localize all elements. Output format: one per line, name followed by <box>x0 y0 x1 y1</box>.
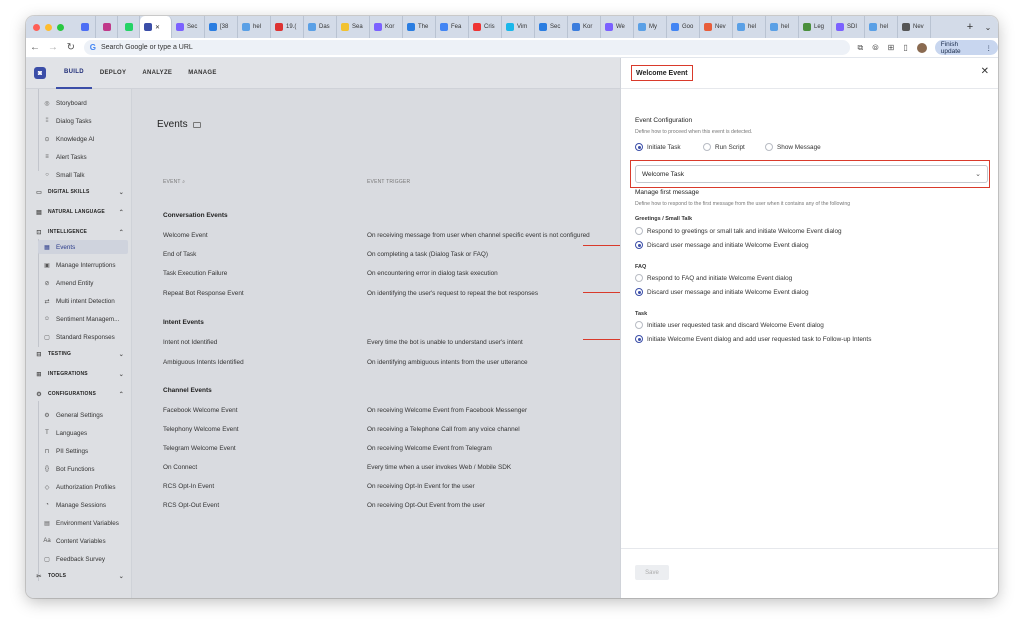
task-select-value: Welcome Task <box>642 170 685 178</box>
tab-search-chevron-icon[interactable]: ⌄ <box>984 22 992 32</box>
browser-tab[interactable] <box>140 16 172 38</box>
browser-tab[interactable] <box>238 16 271 38</box>
tab-label: Vim <box>517 24 528 30</box>
favicon-icon <box>440 23 448 31</box>
event-trigger: Every time when a user invokes Web / Mobile SDK <box>367 464 512 471</box>
radio-label: Initiate Task <box>647 143 681 151</box>
panel-title: Welcome Event <box>631 65 693 81</box>
favicon-icon <box>836 23 844 31</box>
panel-header <box>621 58 998 89</box>
browser-tab[interactable] <box>535 16 568 38</box>
sidebar-item-knowledge-ai[interactable] <box>26 132 132 146</box>
sidebar-group-intelligence[interactable] <box>26 225 132 239</box>
browser-tab[interactable] <box>96 16 118 38</box>
radio-label: Run Script <box>715 143 745 151</box>
event-trigger: On receiving Welcome Event from Facebook Messenger <box>367 407 528 414</box>
radio-unselected-icon <box>765 143 773 151</box>
event-trigger: On receiving message from user when channel specific event is not configured <box>367 232 590 239</box>
gear-icon: ⚙ <box>44 412 50 419</box>
sidebar-item-label: Knowledge AI <box>56 135 95 143</box>
extension-icon[interactable]: ⧉ <box>857 42 864 52</box>
forward-arrow-icon[interactable]: → <box>47 42 58 53</box>
event-trigger: On completing a task (Dialog Task or FAQ) <box>367 251 488 258</box>
chevron-up-icon: ⌃ <box>118 391 124 398</box>
radio-label: Discard user message and initiate Welcome Event dialog <box>647 288 809 296</box>
close-tab-icon[interactable]: ✕ <box>155 24 161 31</box>
sidebar-item-feedback-survey[interactable] <box>26 552 132 566</box>
favicon-icon <box>869 23 877 31</box>
event-configuration-heading: Event Configuration <box>635 117 693 124</box>
favicon-icon <box>341 23 349 31</box>
favicon-icon <box>242 23 250 31</box>
browser-tab[interactable] <box>118 16 140 38</box>
radio-initiate-task[interactable] <box>635 143 681 151</box>
browser-tab[interactable] <box>502 16 535 38</box>
integrations-icon: ⊞ <box>36 371 42 378</box>
radio-selected-icon <box>635 241 643 249</box>
event-trigger: On receiving a Telephone Call from any voice channel <box>367 426 520 433</box>
finish-update-label: Finish update <box>940 40 961 55</box>
sidebar-group-integrations[interactable] <box>26 367 132 381</box>
radio-unselected-icon <box>635 274 643 282</box>
event-row-intent-not-identified[interactable]: Intent not Identified <box>163 339 218 346</box>
tab-label: Nev <box>913 24 924 30</box>
testing-icon: ⊟ <box>36 351 42 358</box>
monitor-icon: ▭ <box>36 189 42 196</box>
event-row-welcome[interactable]: Welcome Event <box>163 232 208 239</box>
sidebar-item-languages[interactable] <box>26 426 132 440</box>
zoom-window-button[interactable] <box>57 24 64 31</box>
sidebar-item-environment-variables[interactable] <box>26 516 132 530</box>
app-area <box>26 58 998 598</box>
event-row-rcs-opt-in[interactable]: RCS Opt-In Event <box>163 483 215 490</box>
favicon-icon <box>803 23 811 31</box>
favicon-icon <box>770 23 778 31</box>
browser-tab[interactable] <box>766 16 799 38</box>
favicon-icon <box>275 23 283 31</box>
sidebar-item-amend-entity[interactable] <box>26 276 132 290</box>
radio-greetings-discard[interactable] <box>635 241 809 249</box>
sidebar-item-label: PII Settings <box>56 447 89 455</box>
sidebar-item-multi-intent[interactable] <box>26 294 132 308</box>
settings-gear-icon: ⚙ <box>36 391 42 398</box>
tab-label: Fea <box>451 24 462 30</box>
sidebar-item-storyboard[interactable] <box>26 96 132 110</box>
feedback-icon: ▢ <box>44 556 50 563</box>
knowledge-icon: ⊙ <box>44 136 50 143</box>
chevron-up-icon: ⌃ <box>118 229 124 236</box>
sidebar-item-bot-functions[interactable] <box>26 462 132 476</box>
browser-tab[interactable] <box>733 16 766 38</box>
radio-label: Respond to greetings or small talk and initiate Welcome Event dialog <box>647 227 842 235</box>
sidebar-item-label: Languages <box>56 429 88 437</box>
browser-tab[interactable] <box>436 16 469 38</box>
browser-toolbar <box>26 38 998 58</box>
radio-run-script[interactable] <box>703 143 745 151</box>
profile-avatar[interactable] <box>917 43 927 53</box>
events-doc-icon[interactable] <box>193 122 201 128</box>
chat-icon: ○ <box>45 172 49 178</box>
radio-label: Respond to FAQ and initiate Welcome Event dialog <box>647 274 793 282</box>
radio-selected-icon <box>635 288 643 296</box>
sidebar-item-events[interactable] <box>38 240 128 254</box>
event-trigger: Every time the bot is unable to understand user's intent <box>367 339 523 346</box>
radio-label: Initiate user requested task and discard Welcome Event dialog <box>647 321 824 329</box>
tab-label: The <box>418 24 429 30</box>
section-title-intent: Intent Events <box>163 319 204 326</box>
shield-icon: ◇ <box>44 484 50 491</box>
event-configuration-desc: Define how to proceed when this event is detected. <box>635 129 753 135</box>
chevron-down-icon: ⌄ <box>118 189 124 196</box>
chevron-down-icon: ⌄ <box>118 371 124 378</box>
top-navigation <box>26 58 620 89</box>
sidebar-item-label: General Settings <box>56 411 103 419</box>
favicon-icon <box>81 23 89 31</box>
sidebar-group-label: TOOLS <box>48 573 67 579</box>
browser-tab[interactable] <box>898 16 931 38</box>
radio-faq-respond[interactable] <box>635 274 792 282</box>
sidebar-icon[interactable]: ▯ <box>903 43 908 52</box>
favicon-icon <box>572 23 580 31</box>
browser-tab[interactable] <box>304 16 337 38</box>
radio-task-follow-up[interactable] <box>635 335 871 343</box>
sidebar-item-label: Small Talk <box>56 171 85 179</box>
lock-icon: ⊓ <box>44 448 50 455</box>
search-icon[interactable]: ⌕ <box>182 179 186 185</box>
event-row-on-connect[interactable]: On Connect <box>163 464 198 471</box>
radio-label: Show Message <box>777 143 821 151</box>
sidebar-item-label: Events <box>56 243 76 251</box>
radio-label: Discard user message and initiate Welcome Event dialog <box>647 241 809 249</box>
puzzle-icon[interactable]: ⊞ <box>887 43 895 52</box>
page-title: Events <box>157 119 188 130</box>
tab-label: hel <box>748 24 757 30</box>
favicon-icon <box>671 23 679 31</box>
event-row-telephony-welcome[interactable]: Telephony Welcome Event <box>163 426 239 433</box>
sidebar-group-label: CONFIGURATIONS <box>48 391 96 397</box>
browser-tab[interactable] <box>568 16 601 38</box>
events-icon: ▦ <box>44 244 50 251</box>
sidebar-item-label: Storyboard <box>56 99 87 107</box>
language-icon: ▤ <box>36 209 42 216</box>
tab-label: hel <box>253 24 262 30</box>
browser-tab[interactable] <box>700 16 733 38</box>
sidebar-item-label: Multi intent Detection <box>56 297 115 305</box>
browser-tab[interactable] <box>634 16 667 38</box>
chevron-up-icon: ⌃ <box>118 209 124 216</box>
finish-update-button[interactable] <box>935 40 998 55</box>
favicon-icon <box>605 23 613 31</box>
address-bar-placeholder: Search Google or type a URL <box>100 44 193 51</box>
tab-label: hel <box>880 24 889 30</box>
section-title-conversation: Conversation Events <box>163 212 228 219</box>
sessions-icon: ◔ <box>45 502 49 508</box>
tab-label: [38 <box>220 24 229 30</box>
annotation-arrow <box>583 292 625 293</box>
sidebar-item-label: Sentiment Managem... <box>56 315 120 323</box>
event-trigger: On receiving Opt-In Event for the user <box>367 483 475 490</box>
sidebar-item-standard-responses[interactable] <box>26 330 132 344</box>
favicon-icon <box>902 23 910 31</box>
tab-label: Kor <box>583 24 593 30</box>
favicon-icon <box>103 23 111 31</box>
sidebar-item-general-settings[interactable] <box>26 408 132 422</box>
sidebar-item-pii-settings[interactable] <box>26 444 132 458</box>
browser-tab[interactable] <box>74 16 96 38</box>
minimize-window-button[interactable] <box>45 24 52 31</box>
tab-label: Das <box>319 24 330 30</box>
sidebar-item-manage-interruptions[interactable] <box>26 258 132 272</box>
sidebar-item-label: Content Variables <box>56 537 106 545</box>
responses-icon: ▢ <box>44 334 50 341</box>
tab-label: We <box>616 24 625 30</box>
tab-label: 19.( <box>286 24 297 30</box>
sidebar-item-label: Dialog Tasks <box>56 117 92 125</box>
radio-unselected-icon <box>635 321 643 329</box>
event-row-telegram-welcome[interactable]: Telegram Welcome Event <box>163 445 236 452</box>
tab-label: Cris <box>484 24 495 30</box>
sidebar-item-label: Standard Responses <box>56 333 115 341</box>
address-bar[interactable] <box>84 40 850 55</box>
browser-tab[interactable] <box>172 16 205 38</box>
tools-icon: ✂ <box>36 573 42 580</box>
entity-icon: ⊘ <box>44 280 50 287</box>
browser-tabs <box>74 16 962 38</box>
browser-tab[interactable] <box>799 16 832 38</box>
nav-analyze[interactable]: ANALYZE <box>142 70 173 76</box>
manage-first-message-desc: Define how to respond to the first message from the user when it contains any of the following <box>635 201 851 207</box>
alert-icon: ≡ <box>45 154 49 160</box>
favicon-icon <box>473 23 481 31</box>
nav-deploy[interactable]: DEPLOY <box>99 70 127 76</box>
content-variables-icon: Aa <box>43 538 51 544</box>
close-icon[interactable]: ✕ <box>980 66 989 77</box>
sidebar-item-label: Manage Interruptions <box>56 261 116 269</box>
favicon-icon <box>506 23 514 31</box>
browser-tab[interactable] <box>271 16 304 38</box>
sidebar-group-testing[interactable] <box>26 347 132 361</box>
radio-unselected-icon <box>635 227 643 235</box>
sidebar-item-small-talk[interactable] <box>26 168 132 182</box>
sidebar <box>26 89 132 598</box>
favicon-icon <box>638 23 646 31</box>
cast-icon[interactable]: ⦾ <box>872 42 879 52</box>
event-row-task-failure[interactable]: Task Execution Failure <box>163 270 228 277</box>
tab-label: Sea <box>352 24 363 30</box>
browser-tab[interactable] <box>403 16 436 38</box>
browser-tab[interactable] <box>469 16 502 38</box>
column-header-trigger: EVENT TRIGGER <box>367 179 411 185</box>
sidebar-item-label: Alert Tasks <box>56 153 87 161</box>
tab-label: Kor <box>385 24 395 30</box>
welcome-event-panel <box>620 58 998 598</box>
tab-label: SDI <box>847 24 858 30</box>
app-logo-icon[interactable]: ◙ <box>34 67 46 79</box>
event-trigger: On identifying ambiguous intents from the user utterance <box>367 359 528 366</box>
event-trigger: On receiving Welcome Event from Telegram <box>367 445 492 452</box>
chevron-down-icon: ⌄ <box>118 351 124 358</box>
annotation-arrow <box>583 339 625 340</box>
column-header-label: EVENT <box>163 179 181 185</box>
browser-tab[interactable] <box>601 16 634 38</box>
event-trigger: On identifying the user's request to repeat the bot responses <box>367 290 539 297</box>
favicon-icon <box>374 23 382 31</box>
favicon-icon <box>209 23 217 31</box>
chevron-down-icon: ⌄ <box>975 171 981 178</box>
task-select[interactable] <box>635 165 988 183</box>
sidebar-item-authorization-profiles[interactable] <box>26 480 132 494</box>
favicon-icon <box>125 23 133 31</box>
favicon-icon <box>308 23 316 31</box>
browser-tab[interactable] <box>865 16 898 38</box>
events-page <box>133 89 620 598</box>
more-vertical-icon: ⋮ <box>985 44 993 52</box>
window-controls <box>26 24 74 31</box>
sidebar-item-sentiment[interactable] <box>26 312 132 326</box>
radio-selected-icon <box>635 335 643 343</box>
browser-tab[interactable] <box>205 16 238 38</box>
sidebar-item-label: Authorization Profiles <box>56 483 116 491</box>
tab-label: Sec <box>187 24 198 30</box>
tab-label: Nev <box>715 24 726 30</box>
back-arrow-icon[interactable]: ← <box>29 42 40 53</box>
sidebar-group-label: INTEGRATIONS <box>48 371 88 377</box>
sidebar-group-label: TESTING <box>48 351 72 357</box>
sidebar-item-label: Manage Sessions <box>56 501 107 509</box>
reload-icon[interactable]: ↻ <box>66 42 75 53</box>
favicon-icon <box>704 23 712 31</box>
sidebar-item-alert-tasks[interactable] <box>26 150 132 164</box>
sidebar-group-digital-skills[interactable] <box>26 185 132 199</box>
browser-tab[interactable] <box>667 16 700 38</box>
sidebar-item-content-variables[interactable] <box>26 534 132 548</box>
radio-greetings-respond[interactable] <box>635 227 842 235</box>
faq-label: FAQ <box>635 264 647 270</box>
favicon-icon <box>176 23 184 31</box>
tab-label: hel <box>781 24 790 30</box>
radio-unselected-icon <box>703 143 711 151</box>
event-row-end-of-task[interactable]: End of Task <box>163 251 197 258</box>
toolbar-icons <box>858 43 927 53</box>
sidebar-item-label: Feedback Survey <box>56 555 106 563</box>
sidebar-item-label: Bot Functions <box>56 465 95 473</box>
tab-label: Sec <box>550 24 561 30</box>
interruptions-icon: ▣ <box>44 262 50 269</box>
event-trigger: On receiving Opt-Out Event from the user <box>367 502 485 509</box>
storyboard-icon: ◎ <box>44 100 50 107</box>
greetings-label: Greetings / Small Talk <box>635 216 693 222</box>
tab-label: My <box>649 24 657 30</box>
nav-manage[interactable]: MANAGE <box>188 70 217 76</box>
sidebar-group-label: INTELLIGENCE <box>48 229 88 235</box>
sidebar-group-label: DIGITAL SKILLS <box>48 189 90 195</box>
event-trigger: On encountering error in dialog task execution <box>367 270 498 277</box>
radio-task-discard-welcome[interactable] <box>635 321 824 329</box>
tab-strip <box>26 16 998 38</box>
sidebar-group-natural-language[interactable] <box>26 205 132 219</box>
nav-build[interactable]: BUILD <box>56 58 92 89</box>
sidebar-group-configurations[interactable] <box>26 387 132 401</box>
event-row-facebook-welcome[interactable]: Facebook Welcome Event <box>163 407 238 414</box>
tab-label: Leg <box>814 24 825 30</box>
multi-intent-icon: ⇄ <box>44 298 50 305</box>
browser-tab[interactable] <box>832 16 865 38</box>
manage-first-message-heading: Manage first message <box>635 189 699 196</box>
favicon-icon <box>144 23 152 31</box>
new-tab-button[interactable]: + <box>966 21 974 33</box>
event-row-repeat-response[interactable]: Repeat Bot Response Event <box>163 290 244 297</box>
sidebar-group-tools[interactable] <box>26 569 132 583</box>
radio-selected-icon <box>635 143 643 151</box>
browser-tab[interactable] <box>337 16 370 38</box>
section-title-channel: Channel Events <box>163 387 212 394</box>
save-button[interactable]: Save <box>635 565 669 580</box>
variables-icon: ▤ <box>44 520 50 527</box>
event-row-ambiguous-intents[interactable]: Ambiguous Intents Identified <box>163 359 244 366</box>
browser-tab[interactable] <box>370 16 403 38</box>
column-header-event[interactable] <box>163 179 185 185</box>
tab-label: Goo <box>682 24 694 30</box>
favicon-icon <box>407 23 415 31</box>
sentiment-icon: ☺ <box>43 316 51 322</box>
sidebar-item-manage-sessions[interactable] <box>26 498 132 512</box>
panel-footer <box>621 548 998 598</box>
favicon-icon <box>737 23 745 31</box>
close-window-button[interactable] <box>33 24 40 31</box>
sidebar-group-label: NATURAL LANGUAGE <box>48 209 105 215</box>
annotation-arrow <box>583 245 625 246</box>
intelligence-icon: ⊡ <box>36 229 42 236</box>
chevron-down-icon: ⌄ <box>118 573 124 580</box>
event-row-rcs-opt-out[interactable]: RCS Opt-Out Event <box>163 502 220 509</box>
sidebar-item-label: Environment Variables <box>56 519 119 527</box>
google-icon: G <box>89 43 96 52</box>
task-label: Task <box>635 311 648 317</box>
sidebar-item-label: Amend Entity <box>56 279 94 287</box>
radio-show-message[interactable] <box>765 143 821 151</box>
sidebar-item-dialog-tasks[interactable] <box>26 114 132 128</box>
favicon-icon <box>539 23 547 31</box>
dialog-tasks-icon: ⁞⁞ <box>45 118 49 124</box>
browser-window <box>26 16 998 598</box>
radio-faq-discard[interactable] <box>635 288 809 296</box>
radio-label: Initiate Welcome Event dialog and add user requested task to Follow-up Intents <box>647 335 872 343</box>
braces-icon: {} <box>44 466 49 472</box>
languages-icon: T <box>45 430 49 436</box>
